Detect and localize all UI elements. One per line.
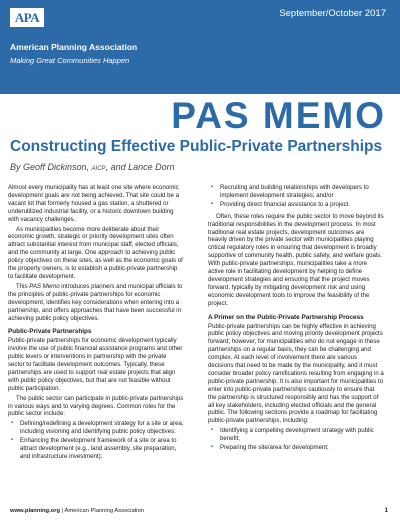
paragraph: Almost every municipality has at least one site where economic development goals are not being achieved. That site could be a vacant lot that formerly housed a gas station, a shuttered or underutilized industrial facility, or a historic downtown building with vacancy challenges. <box>8 184 179 223</box>
list-item: ▪ Identifying a compelling development strategy with public benefit; <box>208 427 384 443</box>
paragraph: As municipalities become more deliberate about their economic growth, strategic or priority development sites often attract substantial interest from municipal staff, elected officials, and the community at large. One approach to achieving public policy objectives on these sites, as well as the economic goals of the property owners, is to establish a public-private partnership to facilitate development. <box>8 225 183 280</box>
header-band <box>0 0 400 94</box>
tagline: Making Great Communities Happen <box>10 56 130 65</box>
paragraph: Public-private partnerships for economic development typically involve the use of public financial assistance programs and other public levers or interventions in partnership with the private sector to facilitate development outcomes. Typically, these partnerships are used to support real estate projects that align with public policy objectives, but that are not feasible without public participation. <box>8 337 183 392</box>
apa-logo: APA <box>10 8 44 27</box>
section-heading: A Primer on the Public-Private Partnership Process <box>208 313 364 321</box>
bullet-list <box>8 420 184 461</box>
bullet-list <box>208 427 384 452</box>
paragraph-text: introduces planners and municipal officials to the principles of public-private partnerships for economic development, identifies key considerations when entering into a partnership, and offers approaches that have been successful in achieving public policy objectives. <box>8 282 183 322</box>
list-item: ▪ Providing direct financial assistance to a project. <box>208 201 384 209</box>
byline-credential: AICP <box>91 166 106 172</box>
footer-separator: | <box>60 508 65 514</box>
masthead-title: PAS MEMO <box>171 95 386 136</box>
organization-name: American Planning Association <box>10 42 138 52</box>
section-heading: Public-Private Partnerships <box>8 328 92 336</box>
byline-authors-end: , and Lance Dorn <box>105 162 175 172</box>
list-item: ▪ Preparing the site/area for development; <box>208 444 384 452</box>
byline-authors-start: By Geoff Dickinson, <box>10 162 92 172</box>
right-column <box>208 184 384 455</box>
list-item: ▪ Defining/redefining a development strategy for a site or area, including visioning and identifying public policy objectives; <box>8 420 184 436</box>
publication-name: PAS Memo <box>29 282 60 290</box>
byline <box>10 162 175 172</box>
issue-date: September/October 2017 <box>279 8 386 19</box>
paragraph: The public sector can participate in public-private partnerships in various ways and to varying degrees. Common roles for the public sector include: <box>8 394 184 418</box>
article-title: Constructing Effective Public-Private Partnerships <box>10 138 383 155</box>
list-item: ▪ Recruiting and building relationships with developers to implement development strategies; and/or <box>208 184 384 200</box>
footer <box>10 508 144 514</box>
left-column <box>8 184 184 464</box>
paragraph <box>8 283 184 323</box>
website-link[interactable]: www.planning.org <box>10 508 61 514</box>
page-number: 1 <box>384 508 388 514</box>
paragraph-text: This <box>16 282 30 290</box>
paragraph: Public-private partnerships can be highly effective in achieving public policy objectives and moving priority development projects forward; however, for municipalities who do not engage in these partnerships on a regular basis, they can be challenging and complex. At each level of involvement there are various decisions that need to be made by the municipality, and it must consider broader policy ramifications resulting from engaging in a public-private partnership. It is also important for municipalities to enter into public-private partnerships cautiously to ensure that the partnership is structured responsibly and has the support of all key stakeholders, including elected officials and the general public. The following sections provide a roadmap for facilitating public-private partnerships, including: <box>208 322 384 425</box>
list-item: ▪ Enhancing the development framework of a site or area to attract development (e.g., land assembly, site preparation, and infrastructure investment); <box>8 437 184 461</box>
footer-org: American Planning Association <box>64 508 145 514</box>
paragraph: Often, these roles require the public sector to move beyond its traditional responsibilities in the development process. In most traditional real estate projects, development outcomes are heavily driven by the private sector with municipalities playing critical regulatory roles in ensuring that development is broadly supportive of community health, public safety, and welfare goals. With public-private partnerships, municipalities take a more active role in facilitating development by helping to define development strategies and ensuring that the project moves forward, typically by mitigating development risk and using economic development tools to improve the feasibility of the project. <box>208 212 384 307</box>
bullet-list <box>208 184 384 209</box>
